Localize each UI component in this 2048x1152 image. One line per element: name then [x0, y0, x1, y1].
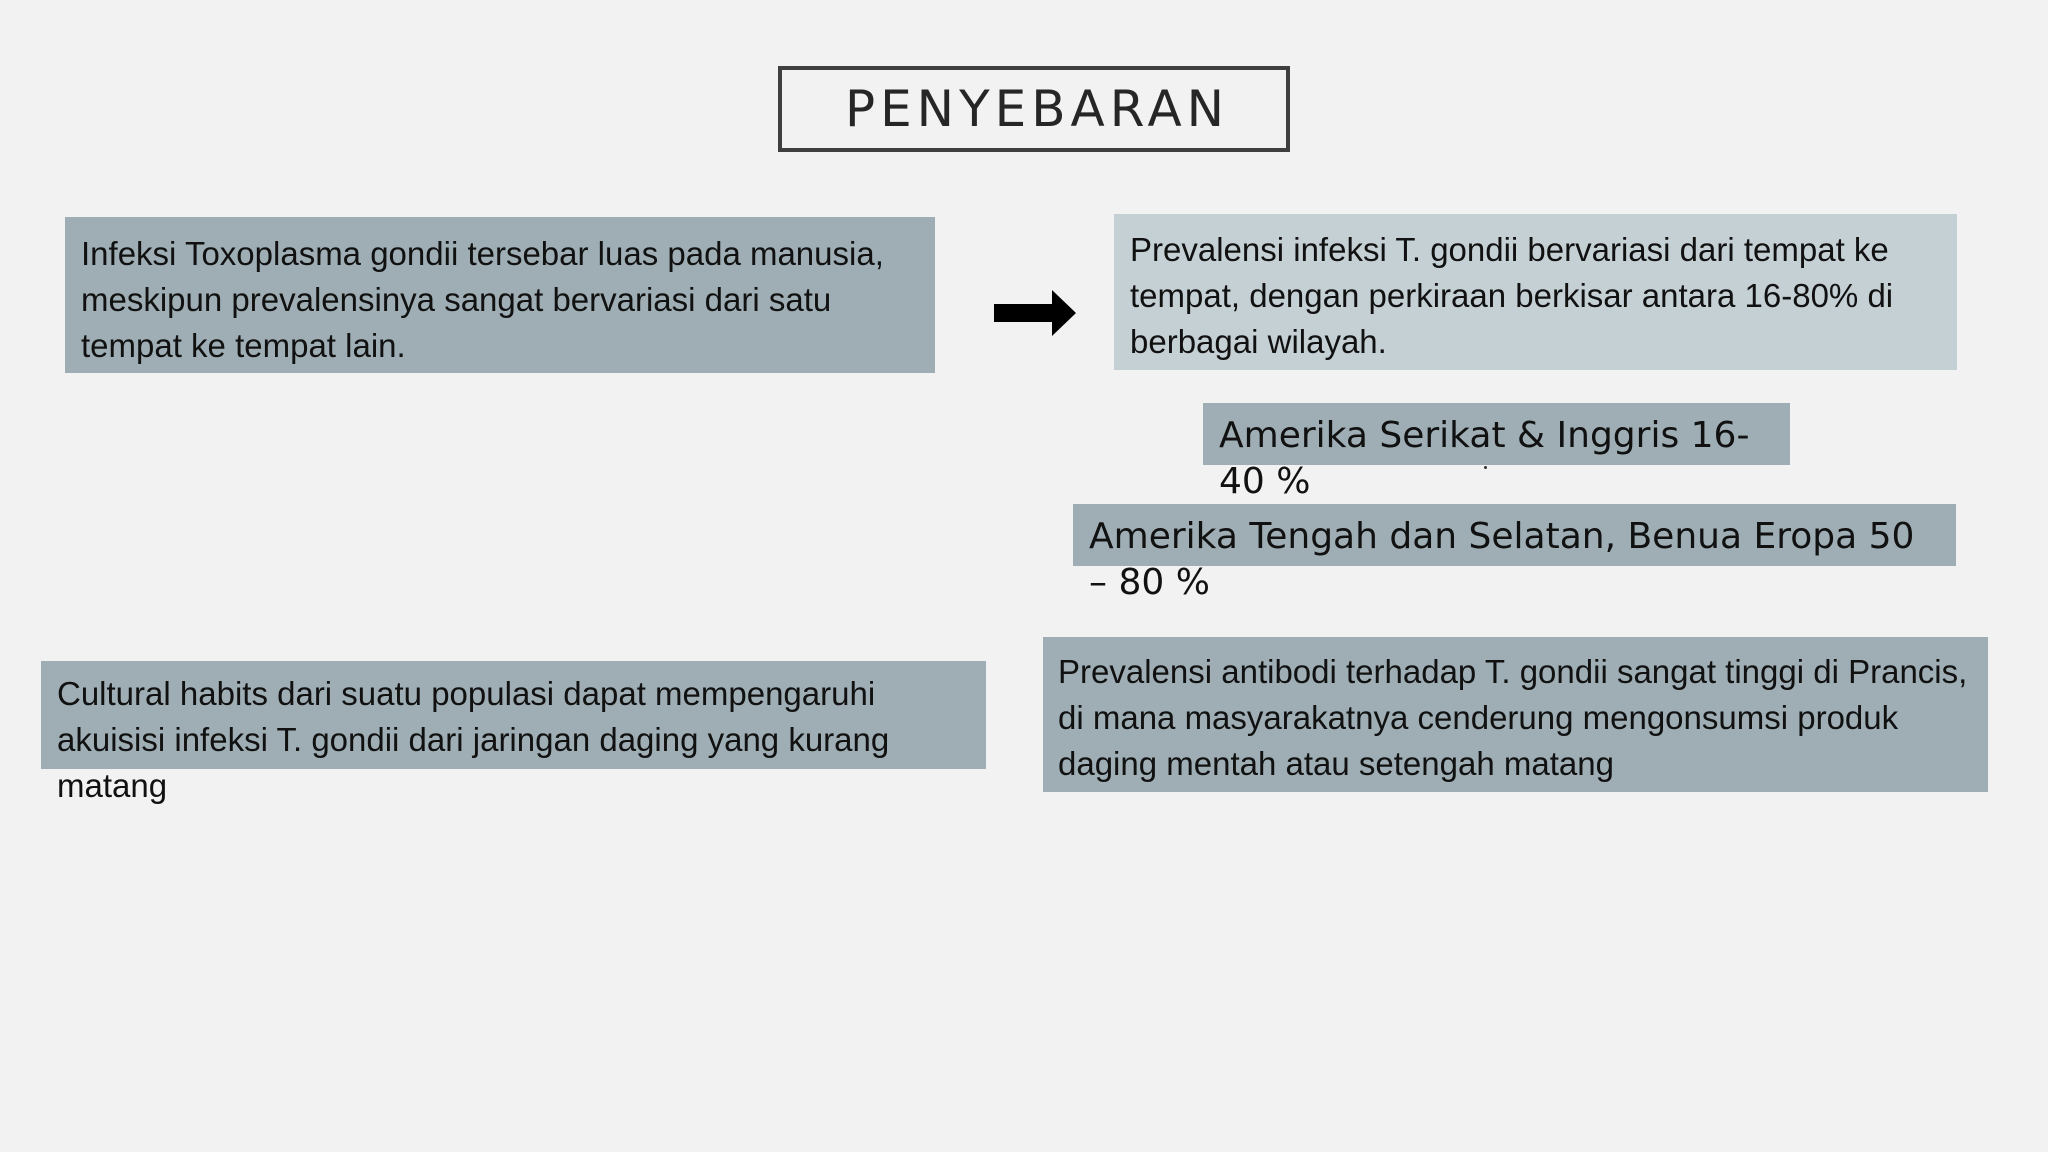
slide-title: PENYEBARAN — [844, 80, 1230, 138]
info-box-cultural-habits-text: Cultural habits dari suatu populasi dapat mempengaruhi akuisisi infeksi T. gondii dari jaringan daging yang kurang matang — [57, 675, 890, 804]
info-box-france-text: Prevalensi antibodi terhadap T. gondii sangat tinggi di Prancis, di mana masyarakatnya cenderung mengonsumsi produk daging mentah atau setengah matang — [1058, 653, 1968, 782]
region-box-americas-europe-text: Amerika Tengah dan Selatan, Benua Eropa 50 – 80 % — [1089, 516, 1915, 603]
info-box-prevalence-text: Prevalensi infeksi T. gondii bervariasi dari tempat ke tempat, dengan perkiraan berkisar antara 16-80% di berbagai wilayah. — [1130, 231, 1894, 360]
info-box-cultural-habits — [41, 661, 986, 804]
info-box-spread-text: Infeksi Toxoplasma gondii tersebar luas pada manusia, meskipun prevalensinya sangat bervariasi dari satu tempat ke tempat lain. — [81, 235, 884, 364]
info-box-spread — [65, 217, 935, 373]
title-box — [778, 66, 1290, 152]
region-box-americas-europe — [1073, 504, 1956, 603]
region-box-us-uk — [1203, 403, 1790, 502]
info-box-france — [1043, 637, 1988, 792]
right-arrow-icon — [994, 290, 1076, 336]
region-box-us-uk-text: Amerika Serikat & Inggris 16-40 % — [1219, 415, 1750, 502]
info-box-prevalence — [1114, 214, 1957, 370]
stray-dot — [1484, 466, 1487, 469]
